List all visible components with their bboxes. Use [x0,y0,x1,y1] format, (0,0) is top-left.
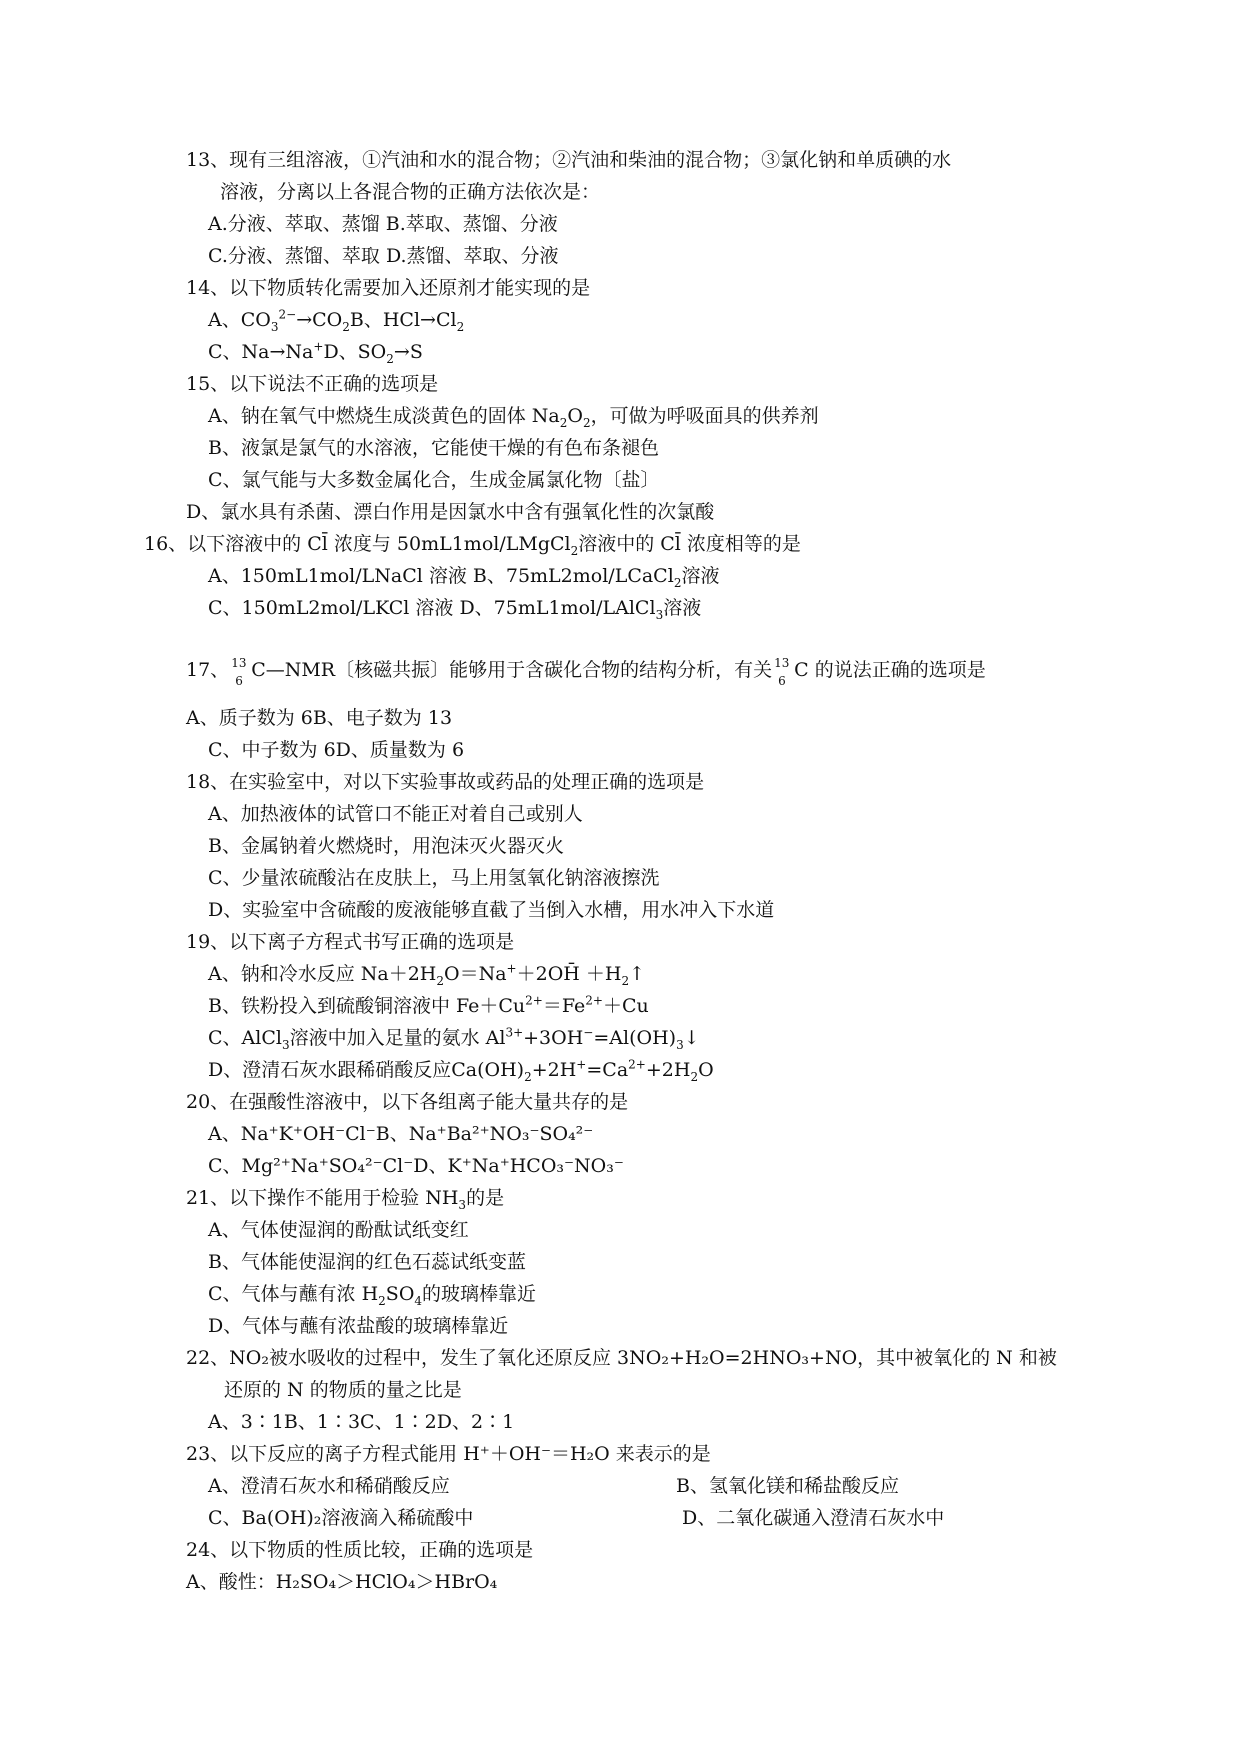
q15-option-c: C、氯气能与大多数金属化合，生成金属氯化物〔盐〕 [208,469,660,491]
q19-option-a: A、钠和冷水反应 $Na+2H_2O=Na^++2OH̄$ $+H_2↑$ [208,961,646,988]
q22-stem-line2: 还原的 N 的物质的量之比是 [224,1379,462,1401]
q14-stem: 14、以下物质转化需要加入还原剂才能实现的是 [186,277,591,299]
q16-stem: 16、以下溶液中的 Cl̄ 浓度与 50mL1mol/LMgCl$_2$溶液中的 Cl̄ 浓度相等的是 [144,533,801,558]
q18-option-d: D、实验室中含硫酸的废液能够直截了当倒入水槽，用水冲入下水道 [208,899,775,921]
q19-option-c: C、AlCl$_3$溶液中加入足量的氨水 $Al^{3+}+3OH^-=Al(OH)_3↓$ [208,1025,700,1052]
q18-option-b: B、金属钠着火燃烧时，用泡沫灭火器灭火 [208,835,564,857]
q15-option-b: B、液氯是氯气的水溶液，它能使干燥的有色布条褪色 [208,437,659,459]
q23-option-b: B、氢氧化镁和稀盐酸反应 [676,1475,899,1497]
q16-options-ab: A、150mL1mol/LNaCl 溶液 B、75mL2mol/LCaCl$_2$溶液 [208,565,720,590]
q18-stem: 18、在实验室中，对以下实验事故或药品的处理正确的选项是 [186,771,705,793]
q20-options-ab: A、Na⁺K⁺OH⁻Cl⁻B、Na⁺Ba²⁺NO₃⁻SO₄²⁻ [208,1123,594,1145]
q13-stem-line2: 溶液，分离以上各混合物的正确方法依次是： [220,181,601,203]
q21-option-d: D、气体与蘸有浓盐酸的玻璃棒靠近 [208,1315,509,1337]
q23-option-a: A、澄清石灰水和稀硝酸反应 [208,1475,450,1497]
q13-stem-line1: 13、现有三组溶液，①汽油和水的混合物；②汽油和柴油的混合物；③氯化钠和单质碘的水 [186,149,952,171]
q20-options-cd: C、Mg²⁺Na⁺SO₄²⁻Cl⁻D、K⁺Na⁺HCO₃⁻NO₃⁻ [208,1155,624,1177]
q21-option-a: A、气体使湿润的酚酞试纸变红 [208,1219,469,1241]
q21-stem: 21、以下操作不能用于检验 $NH_3$的是 [186,1187,505,1212]
q20-stem: 20、在强酸性溶液中，以下各组离子能大量共存的是 [186,1091,629,1113]
q23-option-d: D、二氧化碳通入澄清石灰水中 [682,1507,945,1529]
isotope-c13-notation-2: 13 6 [774,656,790,688]
q24-option-a: A、酸性：H₂SO₄＞HClO₄＞HBrO₄ [186,1571,498,1593]
q15-stem: 15、以下说法不正确的选项是 [186,373,439,395]
q14-options-cd: C、Na→Na+D、$SO_2\to S$ [208,339,423,366]
isotope-c13-notation: 13 6 [231,656,247,688]
q23-stem: 23、以下反应的离子方程式能用 H⁺＋OH⁻＝H₂O 来表示的是 [186,1443,711,1465]
q17-stem: 17、 13 6 C—NMR〔核磁共振〕能够用于含碳化合物的结构分析，有关 13 6 C 的说法正确的选项是 [186,656,986,688]
q16-options-cd: C、150mL2mol/LKCl 溶液 D、75mL1mol/LAlCl$_3$溶液 [208,597,702,622]
q21-option-b: B、气体能使湿润的红色石蕊试纸变蓝 [208,1251,526,1273]
q15-option-d: D、氯水具有杀菌、漂白作用是因氯水中含有强氧化性的次氯酸 [186,501,715,523]
q22-stem-line1: 22、NO₂被水吸收的过程中，发生了氧化还原反应 3NO₂+H₂O=2HNO₃+NO，其中被氧化的 N 和被 [186,1347,1057,1369]
q19-option-b: B、铁粉投入到硫酸铜溶液中 $Fe+Cu^{2+}=Fe^{2+}+Cu$ [208,993,649,1017]
q18-option-a: A、加热液体的试管口不能正对着自己或别人 [208,803,583,825]
q17-options-cd: C、中子数为 6D、质量数为 6 [208,739,465,761]
q17-options-ab: A、质子数为 6B、电子数为 13 [186,707,453,729]
q13-options-ab: A.分液、萃取、蒸馏 B.萃取、蒸馏、分液 [208,213,558,235]
q24-stem: 24、以下物质的性质比较，正确的选项是 [186,1539,534,1561]
q18-option-c: C、少量浓硫酸沾在皮肤上，马上用氢氧化钠溶液擦洗 [208,867,660,889]
q23-option-c: C、Ba(OH)₂溶液滴入稀硫酸中 [208,1507,474,1529]
q22-options: A、3∶1B、1∶3C、1∶2D、2∶1 [208,1411,515,1433]
q19-stem: 19、以下离子方程式书写正确的选项是 [186,931,515,953]
q19-option-d: D、澄清石灰水跟稀硝酸反应$Ca(OH)_2+2H^+=Ca^{2+}+2H_2O$ [208,1057,714,1084]
q21-option-c: C、气体与蘸有浓 $H_2SO_4$的玻璃棒靠近 [208,1283,537,1308]
q14-options-ab: A、$CO_3^{2-}\to CO_2B$、$HCl\to Cl_2$ [208,307,465,334]
q13-options-cd: C.分液、蒸馏、萃取 D.蒸馏、萃取、分液 [208,245,559,267]
q15-option-a: A、钠在氧气中燃烧生成淡黄色的固体 $Na_2O_2$，可做为呼吸面具的供养剂 [208,405,819,430]
